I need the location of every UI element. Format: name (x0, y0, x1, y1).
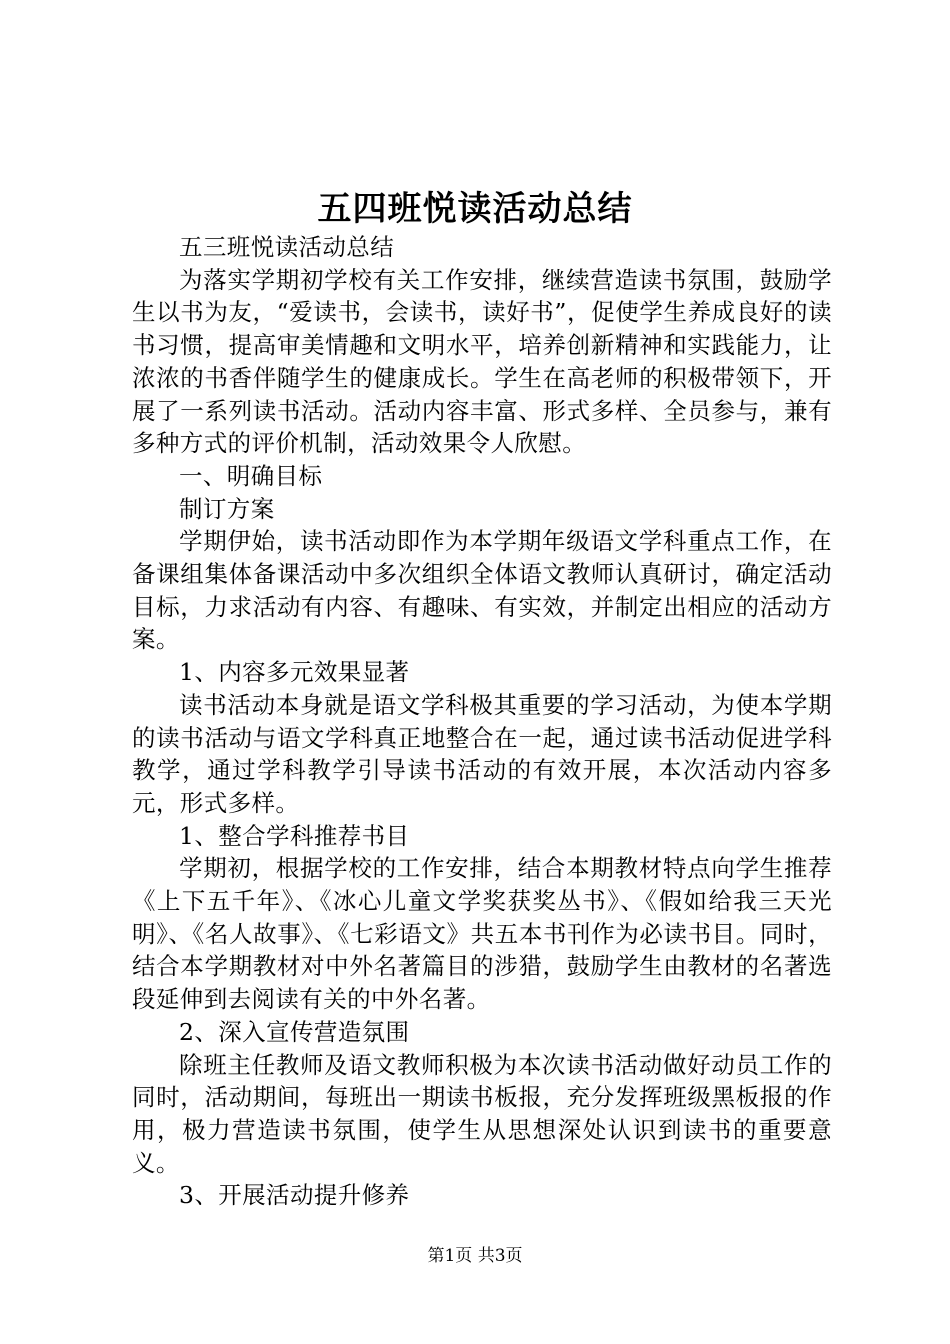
section-heading: 3、开展活动提升修养 (179, 1181, 410, 1210)
body-paragraph: 学期初，根据学校的工作安排，结合本期教材特点向学生推荐《上下五千年》、《冰心儿童文学奖获奖丛书》、《假如给我三天光明》、《名人故事》、《七彩语文》共五本书刊作为必读书目。同时，结合本学期教材对中外名著篇目的涉猎，鼓励学生由教材的名著选段延伸到去阅读有关的中外名著。 (132, 854, 832, 1014)
document-body (132, 231, 832, 1212)
section-heading: 一、明确目标 (179, 461, 323, 490)
document-title: 五四班悦读活动总结 (317, 189, 633, 229)
section-heading: 2、深入宣传营造氛围 (179, 1017, 410, 1046)
body-paragraph: 除班主任教师及语文教师积极为本次读书活动做好动员工作的同时，活动期间，每班出一期读书板报，充分发挥班级黑板报的作用，极力营造读书氛围，使学生从思想深处认识到读书的重要意义。 (132, 1050, 832, 1177)
section-heading: 制订方案 (179, 494, 275, 523)
page-footer: 第1页 共3页 (427, 1246, 523, 1266)
subtitle-paragraph: 五三班悦读活动总结 (179, 233, 395, 261)
body-paragraph: 学期伊始，读书活动即作为本学期年级语文学科重点工作，在备课组集体备课活动中多次组织全体语文教师认真研讨，确定活动目标，力求活动有内容、有趣味、有实效，并制定出相应的活动方案。 (132, 527, 832, 654)
section-heading: 1、内容多元效果显著 (179, 658, 410, 687)
intro-paragraph: 为落实学期初学校有关工作安排，继续营造读书氛围，鼓励学生以书为友，“爱读书，会读书，读好书”，促使学生养成良好的读书习惯，提高审美情趣和文明水平，培养创新精神和实践能力，让浓浓的书香伴随学生的健康成长。学生在高老师的积极带领下，开展了一系列读书活动。活动内容丰富、形式多样、全员参与，兼有多种方式的评价机制，活动效果令人欣慰。 (132, 265, 832, 458)
section-heading: 1、整合学科推荐书目 (179, 821, 410, 850)
body-paragraph: 读书活动本身就是语文学科极其重要的学习活动，为使本学期的读书活动与语文学科真正地整合在一起，通过读书活动促进学科教学，通过学科教学引导读书活动的有效开展，本次活动内容多元，形式多样。 (132, 690, 832, 817)
